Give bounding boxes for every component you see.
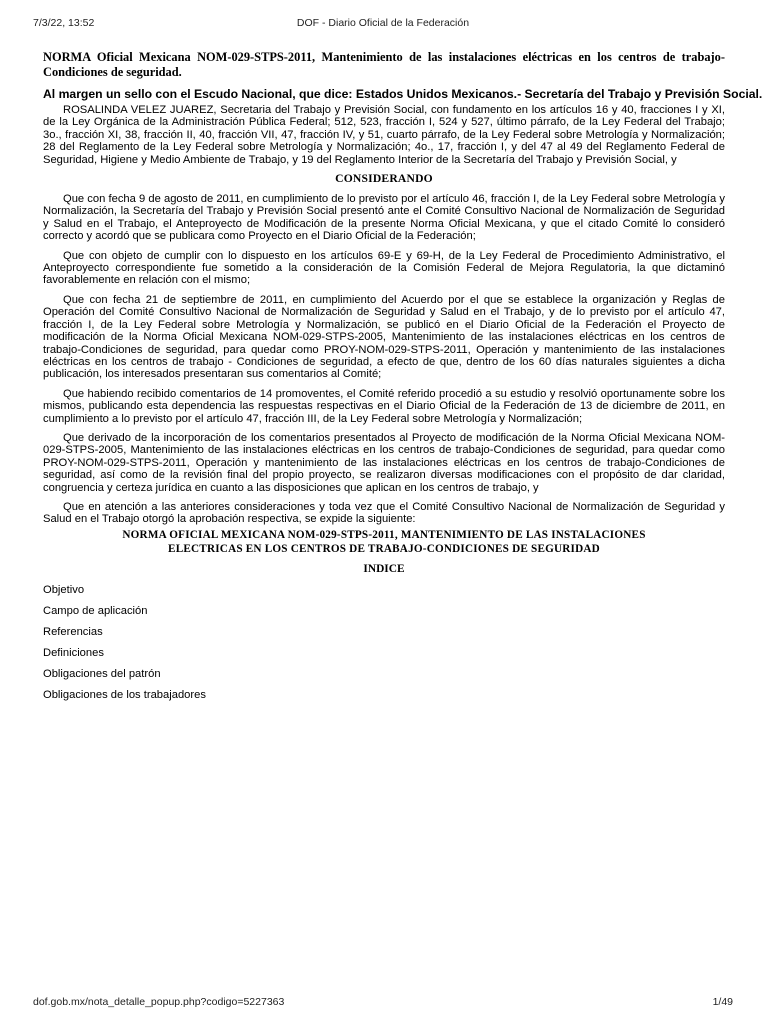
index-list bbox=[43, 584, 725, 701]
index-item: Definiciones bbox=[43, 646, 104, 659]
norm-heading bbox=[43, 528, 725, 557]
index-item: Campo de aplicación bbox=[43, 604, 148, 617]
considerando-paragraph: Que con fecha 9 de agosto de 2011, en cumplimiento de lo previsto por el artículo 46, fracción I, de la Ley Federal sobre Metrología y Normalización, la Secretaría del Trabajo y Previsión Social presentó ante el Comité Consultivo Nacional de Normalización de Seguridad y Salud en el Trabajo, el Anteproyecto de Modificación de la presente Norma Oficial Mexicana, y que el citado Comité lo consideró correcto y acordó que se publicara como Proyecto en el Diario Oficial de la Federación; bbox=[43, 193, 725, 243]
document-title: NORMA Oficial Mexicana NOM-029-STPS-2011, Mantenimiento de las instalaciones eléctricas en los centros de trabajo-Condiciones de seguridad. bbox=[43, 50, 725, 79]
page-indicator: 1/49 bbox=[712, 996, 733, 1008]
considerando-paragraph: Que con objeto de cumplir con lo dispuesto en los artículos 69-E y 69-H, de la Ley Federal de Procedimiento Administrativo, el Anteproyecto correspondiente fue sometido a la consideración de la Comisión Federal de Mejora Regulatoria, la que dictaminó favorablemente en relación con el mismo; bbox=[43, 249, 725, 287]
document-body bbox=[43, 50, 763, 710]
intro-paragraph: ROSALINDA VELEZ JUAREZ, Secretaria del Trabajo y Previsión Social, con fundamento en los artículos 16 y 40, fracciones I y XI, de la Ley Orgánica de la Administración Pública Federal; 512, 523, fracción I, 524 y 527, último párrafo, de la Ley Federal del Trabajo; 3o., fracción XI, 38, fracción II, 40, fracción VII, 47, fracción IV, y 51, cuarto párrafo, de la Ley Federal sobre Metrología y Normalización; 28 del Reglamento de la Ley Federal sobre Metrología y Normalización; 4o., 17, fracción I, y del 47 al 49 del Reglamento Federal de Seguridad, Higiene y Medio Ambiente de Trabajo, y 19 del Reglamento Interior de la Secretaría del Trabajo y Previsión Social, y bbox=[43, 104, 725, 166]
considerando-paragraph: Que habiendo recibido comentarios de 14 promoventes, el Comité referido procedió a su estudio y resolvió oportunamente sobre los mismos, publicando esta dependencia las respuestas respectivas en el Diario Oficial de la Federación de 13 de diciembre de 2011, en cumplimiento a lo previsto por el artículo 47, fracción III, de la Ley Federal sobre Metrología y Normalización; bbox=[43, 387, 725, 425]
considerando-heading: CONSIDERANDO bbox=[335, 172, 433, 186]
index-heading: INDICE bbox=[363, 562, 405, 575]
considerando-paragraph: Que derivado de la incorporación de los comentarios presentados al Proyecto de modificación de la Norma Oficial Mexicana NOM-029-STPS-2005, Mantenimiento de las instalaciones eléctricas en los centros de trabajo-Condiciones de seguridad, para quedar como PROY-NOM-029-STPS-2011, Operación y mantenimiento de las instalaciones eléctricas en los centros de trabajo-Condiciones de seguridad, así como de la revisión final del propio proyecto, se realizaron diversas modificaciones con el propósito de dar claridad, congruencia y certeza jurídica en cuanto a las disposiciones que aplican en los centros de trabajo, y bbox=[43, 431, 725, 494]
index-item: Obligaciones de los trabajadores bbox=[43, 688, 206, 701]
index-item: Objetivo bbox=[43, 583, 85, 596]
print-footer bbox=[33, 996, 733, 1010]
considerando-paragraph: Que en atención a las anteriores consideraciones y toda vez que el Comité Consultivo Nacional de Normalización de Seguridad y Salud en el Trabajo otorgó la aprobación respectiva, se expide la siguiente: bbox=[43, 500, 725, 526]
print-datetime: 7/3/22, 13:52 bbox=[33, 17, 95, 29]
print-header bbox=[33, 17, 733, 31]
print-site-title: DOF - Diario Oficial de la Federación bbox=[296, 17, 470, 29]
norm-heading-line: ELECTRICAS EN LOS CENTROS DE TRABAJO-CONDICIONES DE SEGURIDAD bbox=[168, 543, 600, 556]
index-item: Referencias bbox=[43, 625, 103, 638]
index-item: Obligaciones del patrón bbox=[43, 667, 161, 680]
page-url: dof.gob.mx/nota_detalle_popup.php?codigo=5227363 bbox=[33, 996, 285, 1008]
norm-heading-line: NORMA OFICIAL MEXICANA NOM-029-STPS-2011, MANTENIMIENTO DE LAS INSTALACIONES bbox=[122, 528, 646, 541]
margin-note: Al margen un sello con el Escudo Nacional, que dice: Estados Unidos Mexicanos.- Secretaría del Trabajo y Previsión Social. bbox=[43, 87, 763, 101]
considerando-paragraph: Que con fecha 21 de septiembre de 2011, en cumplimiento del Acuerdo por el que se establece la organización y Reglas de Operación del Comité Consultivo Nacional de Normalización de Seguridad y Salud en el Trabajo, y de lo previsto por el artículo 47, fracción I, de la Ley Federal sobre Metrología y Normalización, se publicó en el Diario Oficial de la Federación el Proyecto de modificación de la Norma Oficial Mexicana NOM-029-STPS-2005, Mantenimiento de las instalaciones eléctricas en los centros de trabajo-Condiciones de seguridad, para quedar como PROY-NOM-029-STPS-2011, Operación y mantenimiento de las instalaciones eléctricas en los centros de trabajo - Condiciones de seguridad, a efecto de que, dentro de los 60 días naturales siguientes a dicha publicación, los interesados presentaran sus comentarios al Comité; bbox=[43, 293, 725, 381]
